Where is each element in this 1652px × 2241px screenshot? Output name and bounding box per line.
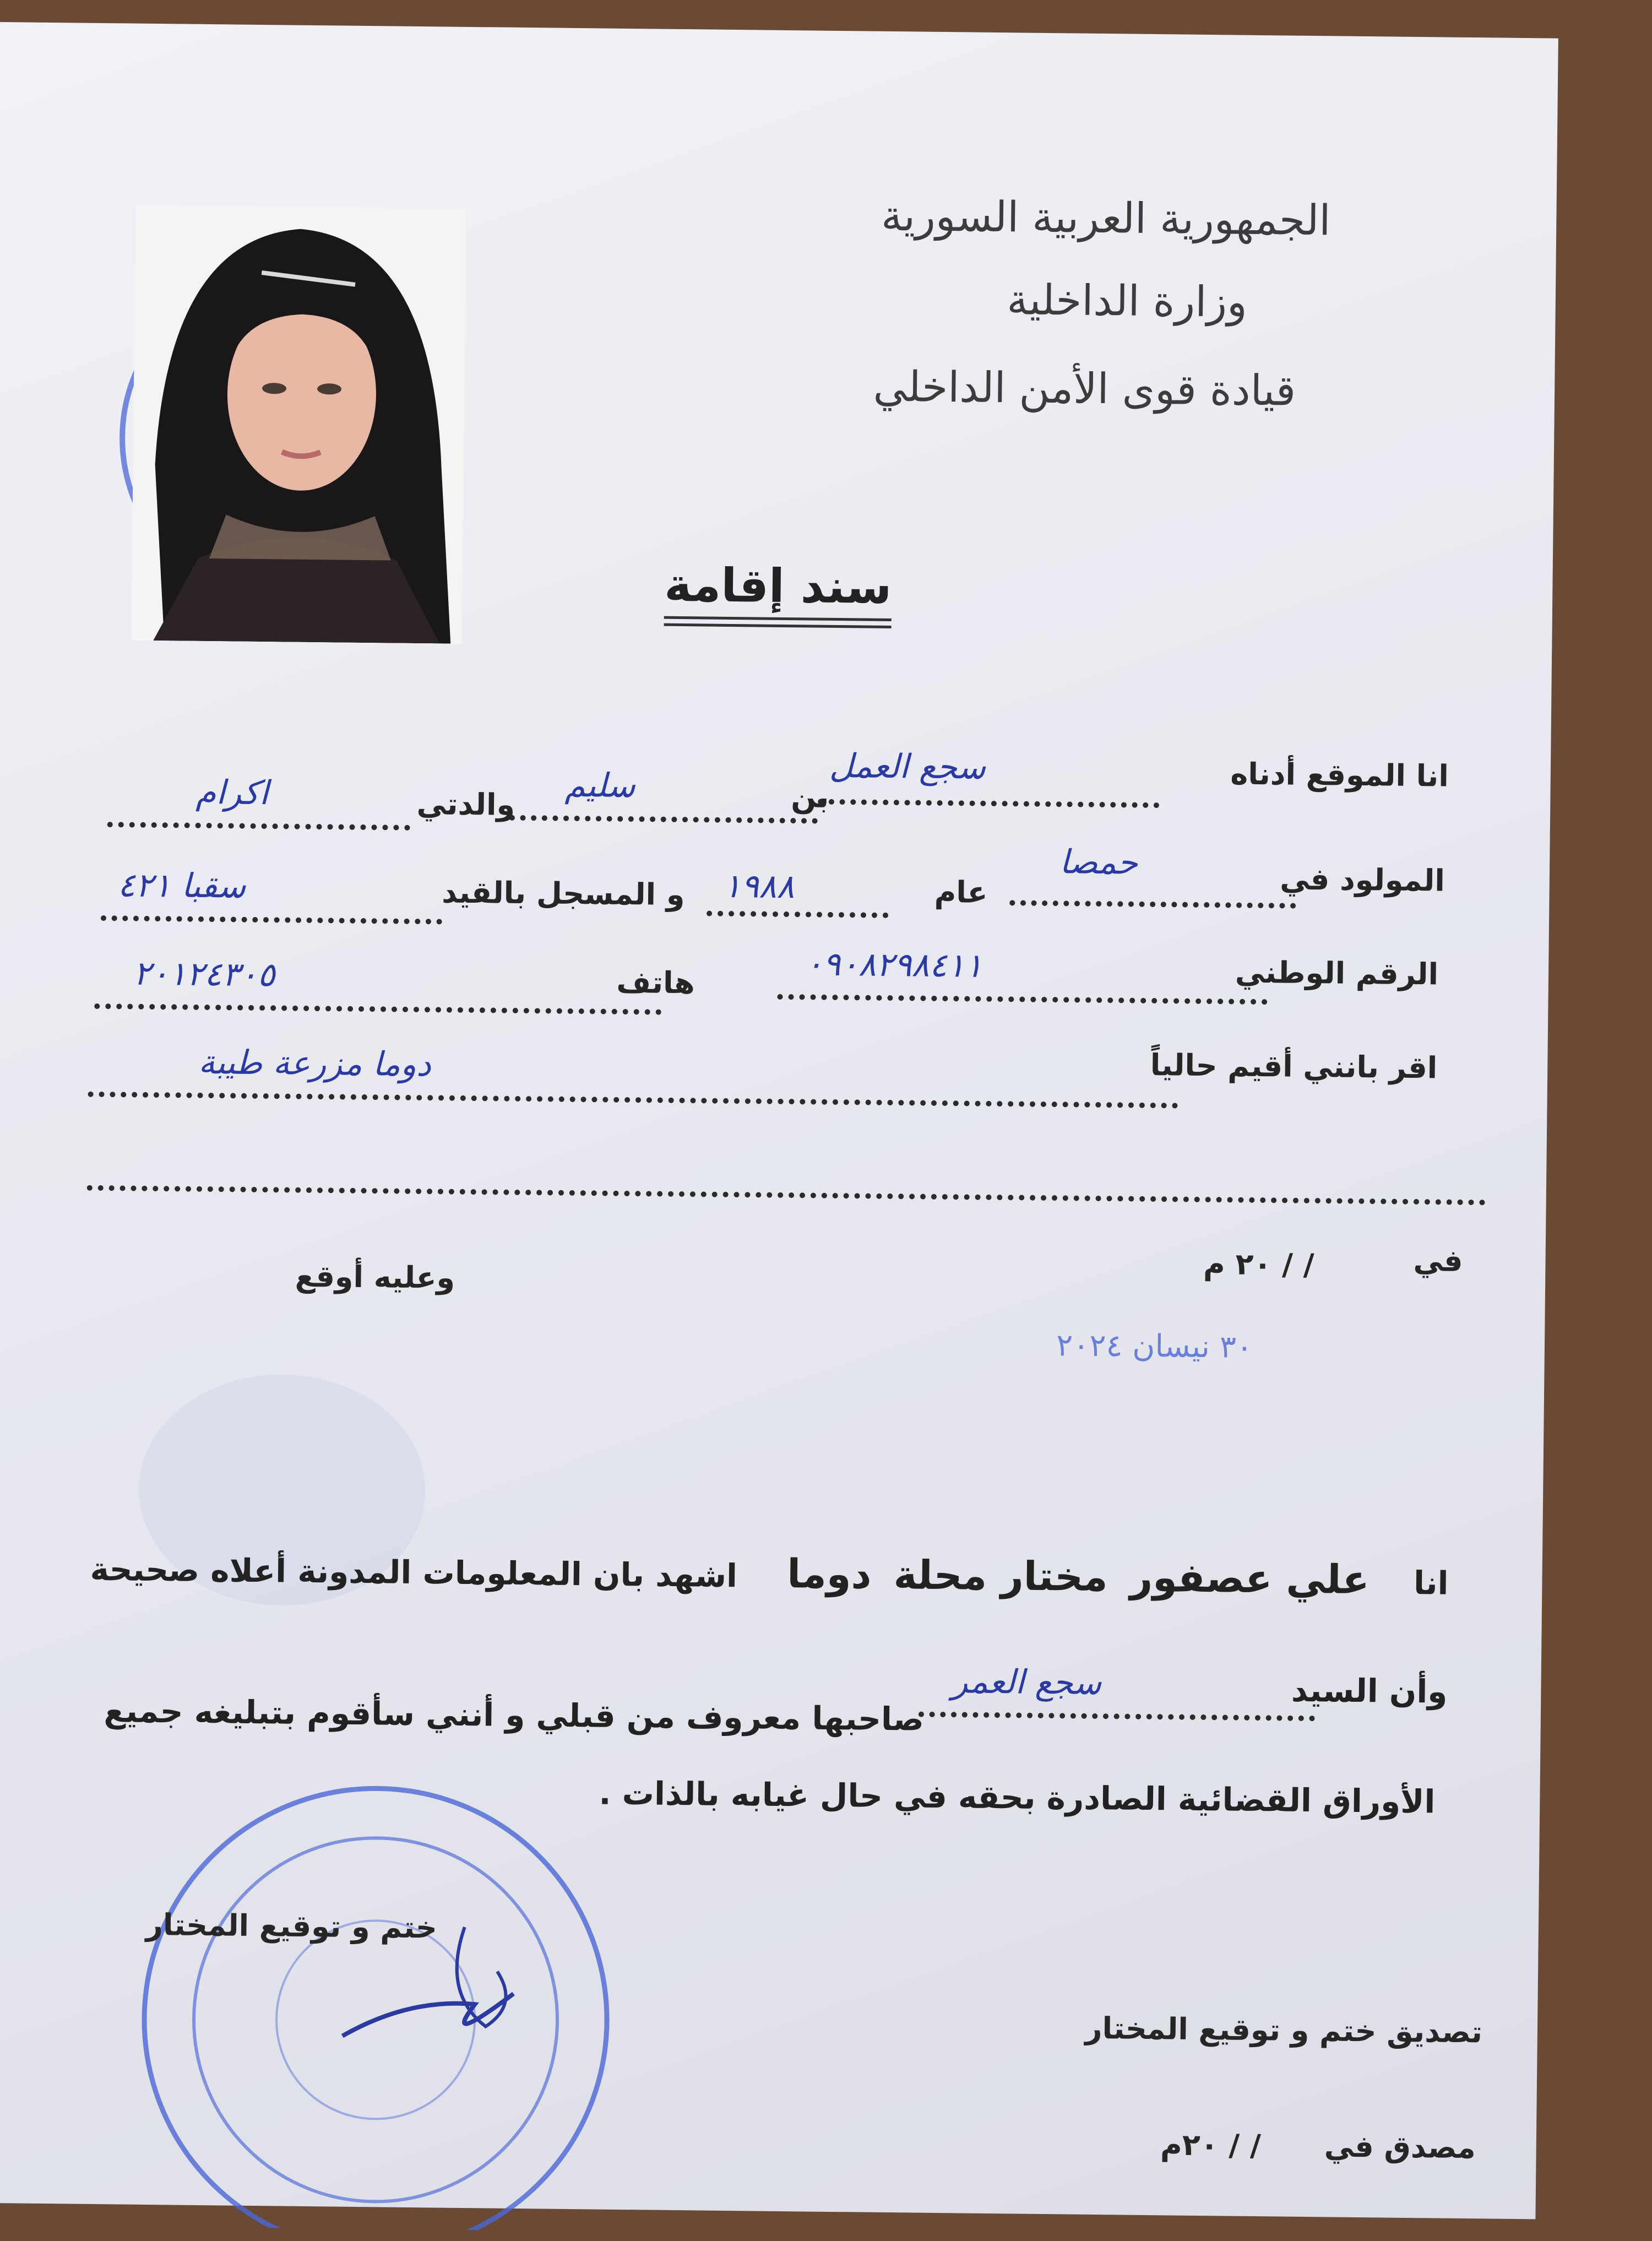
mukhtar-line2-suffix: صاحبها معروف من قبلي و أنني سأقوم بتبليغه جميع [104,1692,925,1738]
residence-certificate-paper [0,22,1558,2219]
field-address-line-2 [87,1185,1486,1206]
field-registry-line [101,915,442,924]
label-mother: والدتي [416,786,515,822]
handwritten-date: ٣٠ نيسان ٢٠٢٤ [1056,1327,1253,1365]
mukhtar-line3: الأوراق القضائية الصادرة بحقه في حال غيابه بالذات . [599,1774,1436,1821]
field-national-id-line [777,994,1267,1005]
field-phone-line [94,1003,661,1015]
handwritten-phone: ٢٠١٢٤٣٠٥ [133,954,276,995]
applicant-photo [131,205,466,644]
mukhtar-seal-stamp [131,1759,632,2232]
label-son-of: بن [791,779,829,815]
certification-date-template: / / ٢٠م [1160,2127,1262,2163]
handwritten-mother: اكرام [195,773,269,813]
label-year: عام [934,874,988,910]
header-security-command: قيادة قوى الأمن الداخلي [873,361,1296,415]
handwritten-address: دوما مزرعة طيبة [198,1043,432,1084]
seal-signature-label: ختم و توقيع المختار [145,1907,438,1945]
handwritten-birth-year: ١٩٨٨ [723,866,795,907]
label-sign: وعليه أوقع [295,1258,455,1295]
field-person-line [919,1712,1315,1722]
mukhtar-statement: اشهد بان المعلومات المدونة أعلاه صحيحة [90,1550,738,1595]
label-born-in: المولود في [1280,861,1446,898]
handwritten-national-id: ٠٩٠٨٢٩٨٤١١ [805,945,983,985]
header-republic: الجمهورية العربية السورية [881,191,1331,245]
date-template: / / ٢٠ م [1203,1246,1314,1283]
label-undersigned: انا الموقع أدناه [1230,756,1449,794]
mukhtar-name: علي عصفور [1129,1554,1370,1603]
label-phone: هاتف [616,964,695,1001]
handwritten-birthplace: حمصا [1059,843,1138,882]
header-ministry: وزارة الداخلية [1007,275,1248,327]
label-national-id: الرقم الوطني [1235,954,1439,992]
mukhtar-line2-prefix: وأن السيد [1291,1671,1448,1711]
handwritten-person-name: سجع العمر [952,1662,1102,1703]
label-residing: اقر بانني أقيم حالياً [1150,1047,1438,1086]
certification-label: تصديق ختم و توقيع المختار [1085,2010,1483,2050]
mukhtar-area: دوما [786,1550,872,1598]
mukhtar-title: مختار محلة [893,1551,1108,1600]
field-father-line [509,815,818,824]
handwritten-father: سليم [564,766,636,806]
handwritten-registry: سقبا ٤٢١ [117,866,246,906]
field-name-line [818,799,1159,808]
field-mother-line [107,822,410,831]
field-year-line [707,911,888,918]
field-address-line [88,1092,1178,1109]
label-date-prefix: في [1413,1243,1463,1278]
field-birthplace-line [1009,900,1296,908]
document-title: سند إقامة [664,558,892,621]
mukhtar-intro-word: انا [1413,1564,1449,1602]
label-registry: و المسجل بالقيد [442,875,685,913]
certification-date-prefix: مصدق في [1324,2129,1476,2166]
handwritten-name: سجع العمل [829,746,986,787]
